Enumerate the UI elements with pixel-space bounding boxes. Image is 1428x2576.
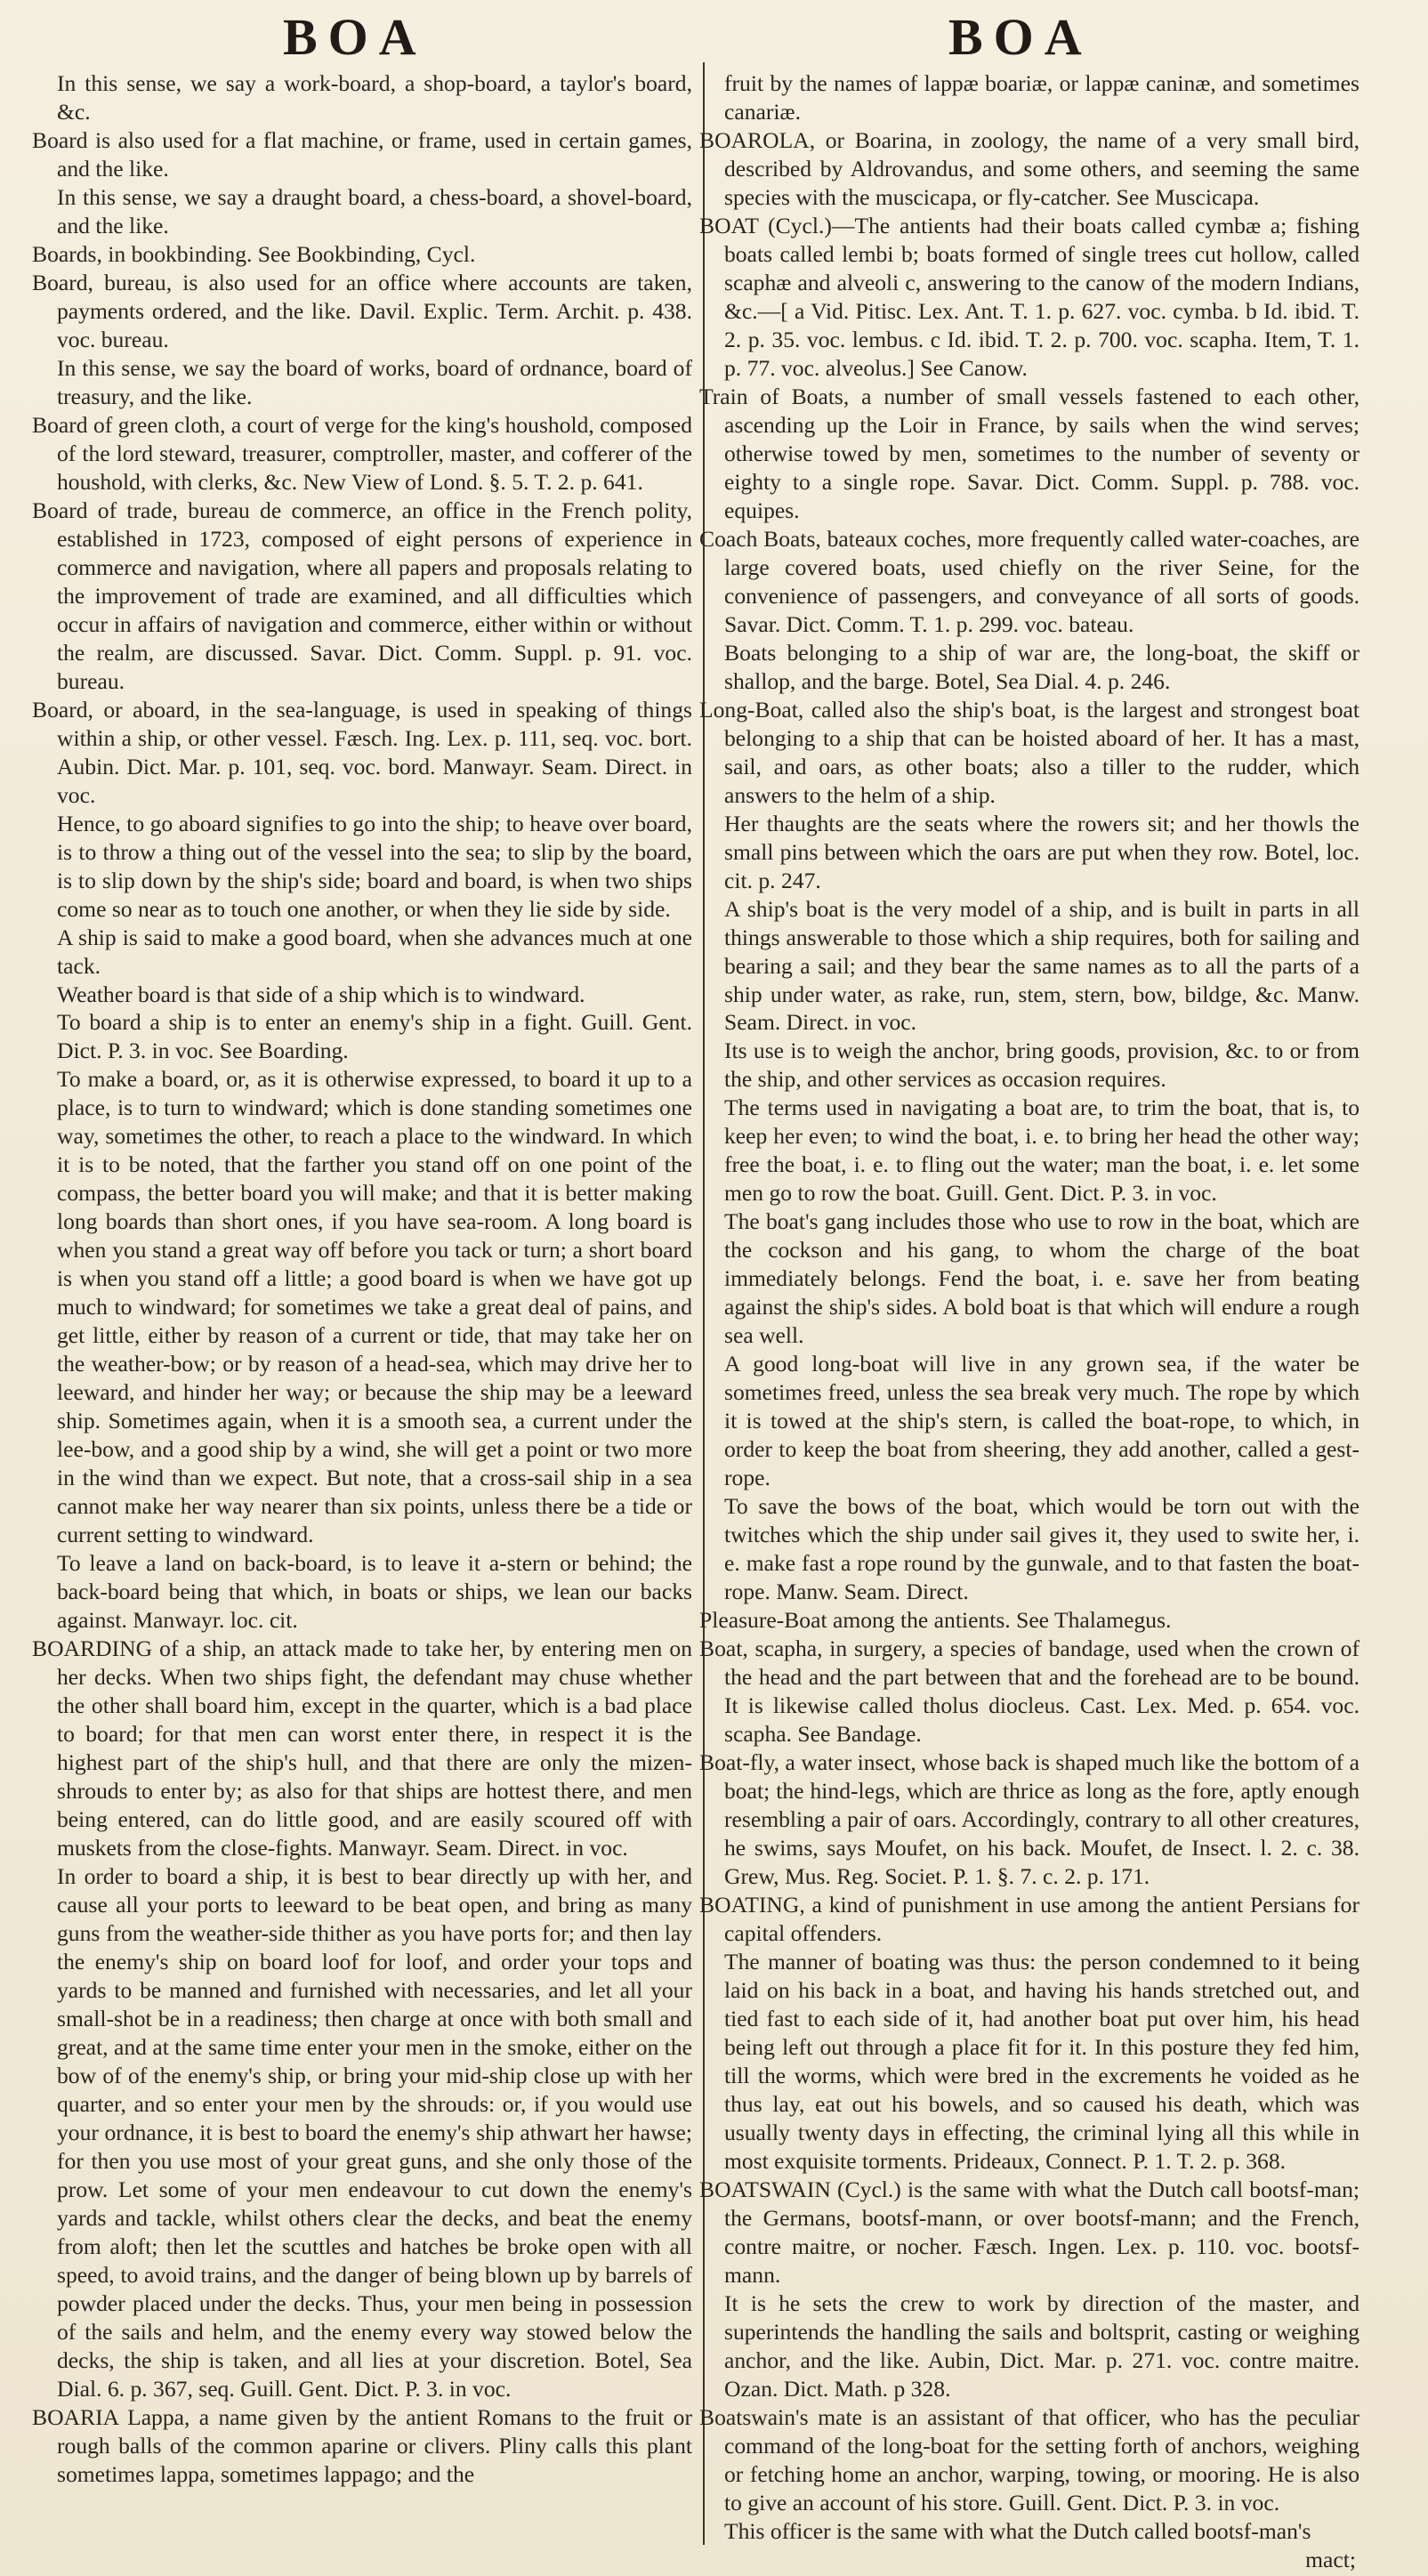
body-paragraph: In this sense, we say a draught board, a chess-board, a shovel-board, and the like. [57,183,692,238]
entry-paragraph: Board of trade, bureau de commerce, an office in the French polity, established in 1723, composed of eight persons of experience in commerce and navigation, where all papers and proposals relating to the improvement of trade are examined, and all difficulties which occur in affairs of navigation and commerce, either within or without the realm, are discussed. Savar. Dict. Comm. Suppl. p. 91. voc. bureau. [32,497,692,694]
right-column [699,69,1359,2574]
body-paragraph: To leave a land on back-board, is to leave it a-stern or behind; the back-board being that which, in boats or ships, we lean our backs against. Manwayr. loc. cit. [57,1550,692,1634]
body-paragraph: A ship's boat is the very model of a ship, and is built in parts in all things answerable to those which a ship requires, both for sailing and bearing a sail; and they bear the same names as to all the parts of a ship under water, as rake, run, stem, stern, bow, bildge, &c. Manw. Seam. Direct. in voc. [724,895,1359,1036]
entry-paragraph: Boat-fly, a water insect, whose back is shaped much like the bottom of a boat; the hind-legs, which are thrice as long as the fore, aptly enough resembling a pair of oars. Accordingly, contrary to all other creatures, he swims, says Moufet, on his back. Moufet, de Insect. l. 2. c. 38. Grew, Mus. Reg. Societ. P. 1. §. 7. c. 2. p. 171. [699,1749,1359,1890]
entry-paragraph: Board of green cloth, a court of verge for the king's houshold, composed of the lord steward, treasurer, comptroller, master, and cofferer of the houshold, with clerks, &c. New View of Lond. §. 5. T. 2. p. 641. [32,411,692,495]
body-paragraph: Its use is to weigh the anchor, bring goods, provision, &c. to or from the ship, and other services as occasion requires. [724,1038,1359,1093]
entry-paragraph: Board, bureau, is also used for an office where accounts are taken, payments ordered, and the like. Davil. Explic. Term. Archit. p. 438. voc. bureau. [32,269,692,352]
body-paragraph: The manner of boating was thus: the person condemned to it being laid on his back in a boat, and having his hands stretched out, and tied fast to each side of it, had another boat put over him, his head being left out through a place fit for it. In this posture they fed him, till the worms, which were bred in the excrements he voided as he thus lay, eat out his bowels, and so caused his death, which was usually twenty days in effecting, the criminal lying all this while in most exquisite torments. Prideaux, Connect. P. 1. T. 2. p. 368. [724,1948,1359,2174]
running-head-right: BOA [948,8,1093,66]
entry-paragraph: Pleasure-Boat among the antients. See Thalamegus. [699,1607,1172,1634]
entry-paragraph: BOARDING of a ship, an attack made to take her, by entering men on her decks. When two ships fight, the defendant may chuse whether the other shall board him, except in the quarter, which is a bad place to board; for that men can worst enter there, in respect it is the highest part of the ship's hull, and that there are only the mizen-shrouds to enter by; as also for that ships are hottest there, and men being entered, can do little good, and are easily scoured off with muskets from the close-fights. Manwayr. Seam. Direct. in voc. [32,1635,692,1861]
left-column [32,69,692,2489]
body-paragraph: To make a board, or, as it is otherwise expressed, to board it up to a place, is to turn to windward; which is done standing sometimes one way, sometimes the other, to reach a place to the windward. In which it is to be noted, that the farther you stand off on one point of the compass, the better board you will make; and that it is better making long boards than short ones, if you have sea-room. A long board is when you stand a great way off before you tack or turn; a short board is when you stand off a little; a good board is when we have got up much to windward; for sometimes we take a great deal of pains, and get little, either by reason of a current or tide, that may take her on the weather-bow; or by reason of a head-sea, which may drive her to leeward, and hinder her way; or because the ship may be a leeward ship. Sometimes again, when it is a smooth sea, a current under the lee-bow, and a good ship by a wind, she will get a point or two more in the wind than we expect. But note, that a cross-sail ship in a sea cannot make her way nearer than six points, unless there be a tide or current setting to windward. [57,1066,692,1548]
body-paragraph: It is he sets the crew to work by direction of the master, and superintends the handling the sails and boltsprit, casting or weighing anchor, and the like. Aubin, Dict. Mar. p. 271. voc. contre maitre. Ozan. Dict. Math. p 328. [724,2289,1359,2402]
entry-paragraph: BOAT (Cycl.)—The antients had their boats called cymbæ a; fishing boats called lembi b; boats formed of single trees cut hollow, called scaphæ and alveoli c, answering to the canow of the modern Indians, &c.—[ a Vid. Pitisc. Lex. Ant. T. 1. p. 627. voc. cymba. b Id. ibid. T. 2. p. 35. voc. lembus. c Id. ibid. T. 2. p. 700. voc. scapha. Item, T. 1. p. 77. voc. alveolus.] See Canow. [699,212,1359,381]
body-paragraph: Boats belonging to a ship of war are, the long-boat, the skiff or shallop, and the barge. Botel, Sea Dial. 4. p. 246. [724,639,1359,694]
entry-paragraph: Long-Boat, called also the ship's boat, is the largest and strongest boat belonging to a ship that can be hoisted aboard of her. It has a mast, sail, and oars, as other boats; also a tiller to the rudder, which answers to the helm of a ship. [699,696,1359,808]
body-paragraph: The boat's gang includes those who use to row in the boat, which are the cockson and his gang, to whom the charge of the boat immediately belongs. Fend the boat, i. e. save her from beating against the ship's sides. A bold boat is that which will endure a rough sea well. [724,1208,1359,1349]
body-paragraph: In this sense, we say the board of works, board of ordnance, board of treasury, and the like. [57,354,692,409]
body-paragraph: In this sense, we say a work-board, a shop-board, a taylor's board, &c. [57,70,692,125]
body-paragraph: A ship is said to make a good board, when she advances much at one tack. [57,924,692,979]
entry-paragraph: Board is also used for a flat machine, or frame, used in certain games, and the like. [32,126,692,182]
body-paragraph: Her thaughts are the seats where the rowers sit; and her thowls the small pins between which the oars are put when they row. Botel, loc. cit. p. 247. [724,810,1359,893]
running-head-left: BOA [283,8,427,66]
body-paragraph: A good long-boat will live in any grown sea, if the water be sometimes freed, unless the sea break very much. The rope by which it is towed at the ship's stern, is called the boat-rope, to which, in order to keep the boat from sheering, they add another, called a gest-rope. [724,1351,1359,1491]
entry-paragraph: BOAROLA, or Boarina, in zoology, the name of a very small bird, described by Aldrovandus, and some others, and seeming the same species with the muscicapa, or fly-catcher. See Muscicapa. [699,126,1359,210]
body-paragraph: This officer is the same with what the Dutch called bootsf-man's [724,2517,1311,2544]
entry-paragraph: Boatswain's mate is an assistant of that officer, who has the peculiar command of the long-boat for the setting forth of anchors, weighing or fetching home an anchor, warping, towing, or mooring. He is also to give an account of his store. Guill. Gent. Dict. P. 3. in voc. [699,2403,1359,2515]
body-paragraph: The terms used in navigating a boat are, to trim the boat, that is, to keep her even; to wind the boat, i. e. to bring her head the other way; free the boat, i. e. to fling out the water; man the boat, i. e. let some men go to row the boat. Guill. Gent. Dict. P. 3. in voc. [724,1094,1359,1207]
entry-paragraph: Coach Boats, bateaux coches, more frequently called water-coaches, are large covered boats, used chiefly on the river Seine, for the convenience of passengers, and conveyance of all sorts of goods. Savar. Dict. Comm. T. 1. p. 299. voc. bateau. [699,525,1359,637]
body-paragraph: To save the bows of the boat, which would be torn out with the twitches which the ship under sail gives it, they used to swite her, i. e. make fast a rope round by the gunwale, and to that fasten the boat-rope. Manw. Seam. Direct. [724,1493,1359,1605]
entry-paragraph: Train of Boats, a number of small vessels fastened to each other, ascending up the Loir in France, by sails when the wind serves; otherwise towed by men, sometimes to the number of seventy or eighty to a single rope. Savar. Dict. Comm. Suppl. p. 788. voc. equipes. [699,383,1359,523]
entry-paragraph: BOATING, a kind of punishment in use among the antient Persians for capital offenders. [699,1892,1359,1946]
body-paragraph: Weather board is that side of a ship which is to windward. [57,981,585,1007]
body-paragraph: Hence, to go aboard signifies to go into the ship; to heave over board, is to throw a thing out of the vessel into the sea; to slip by the board, is to slip down by the ship's side; board and board, is when two ships come so near as to touch one another, or when they lie side by side. [57,810,692,922]
entry-paragraph: Board, or aboard, in the sea-language, is used in speaking of things within a ship, or other vessel. Fæsch. Ing. Lex. p. 111, seq. voc. bort. Aubin. Dict. Mar. p. 101, seq. voc. bord. Manwayr. Seam. Direct. in voc. [32,696,692,808]
body-paragraph: fruit by the names of lappæ boariæ, or lappæ caninæ, and sometimes canariæ. [724,70,1359,125]
entry-paragraph: Boards, in bookbinding. See Bookbinding, Cycl. [32,240,476,267]
entry-paragraph: BOATSWAIN (Cycl.) is the same with what the Dutch call bootsf-man; the Germans, bootsf-mann, or over bootsf-mann; and the French, contre maitre, or nocher. Fæsch. Ingen. Lex. p. 110. voc. bootsf-mann. [699,2176,1359,2288]
body-paragraph: To board a ship is to enter an enemy's ship in a fight. Guill. Gent. Dict. P. 3. in voc. See Boarding. [57,1009,692,1064]
body-paragraph: mact; [1305,2546,1356,2572]
entry-paragraph: Boat, scapha, in surgery, a species of bandage, used when the crown of the head and the part between that and the forehead are to be bound. It is likewise called tholus diocleus. Cast. Lex. Med. p. 654. voc. scapha. See Bandage. [699,1635,1359,1748]
body-paragraph: In order to board a ship, it is best to bear directly up with her, and cause all your ports to leeward to be beat open, and bring as many guns from the weather-side thither as you have ports for; and then lay the enemy's ship on board loof for loof, and order your tops and yards to be manned and furnished with necessaries, and let all your small-shot be in a readiness; then charge at once with both small and great, and at the same time enter your men in the smoke, either on the bow of of the enemy's ship, or bring your mid-ship close up with her quarter, and so enter your men by the shrouds: or, if you would use your ordnance, it is best to board the enemy's ship athwart her hawse; for then you use most of your great guns, and she only those of the prow. Let some of your men endeavour to cut down the enemy's yards and tackle, whilst others clear the decks, and beat the enemy from aloft; then let the scuttles and hatches be broke open with all speed, to avoid trains, and the danger of being blown up by barrels of powder placed under the decks. Thus, your men being in possession of the sails and helm, and the enemy every way stowed below the decks, the ship is taken, and all lies at your discretion. Botel, Sea Dial. 6. p. 367, seq. Guill. Gent. Dict. P. 3. in voc. [57,1863,692,2402]
entry-paragraph: BOARIA Lappa, a name given by the antient Romans to the fruit or rough balls of the common aparine or clivers. Pliny calls this plant sometimes lappa, sometimes lappago; and the [32,2403,692,2487]
